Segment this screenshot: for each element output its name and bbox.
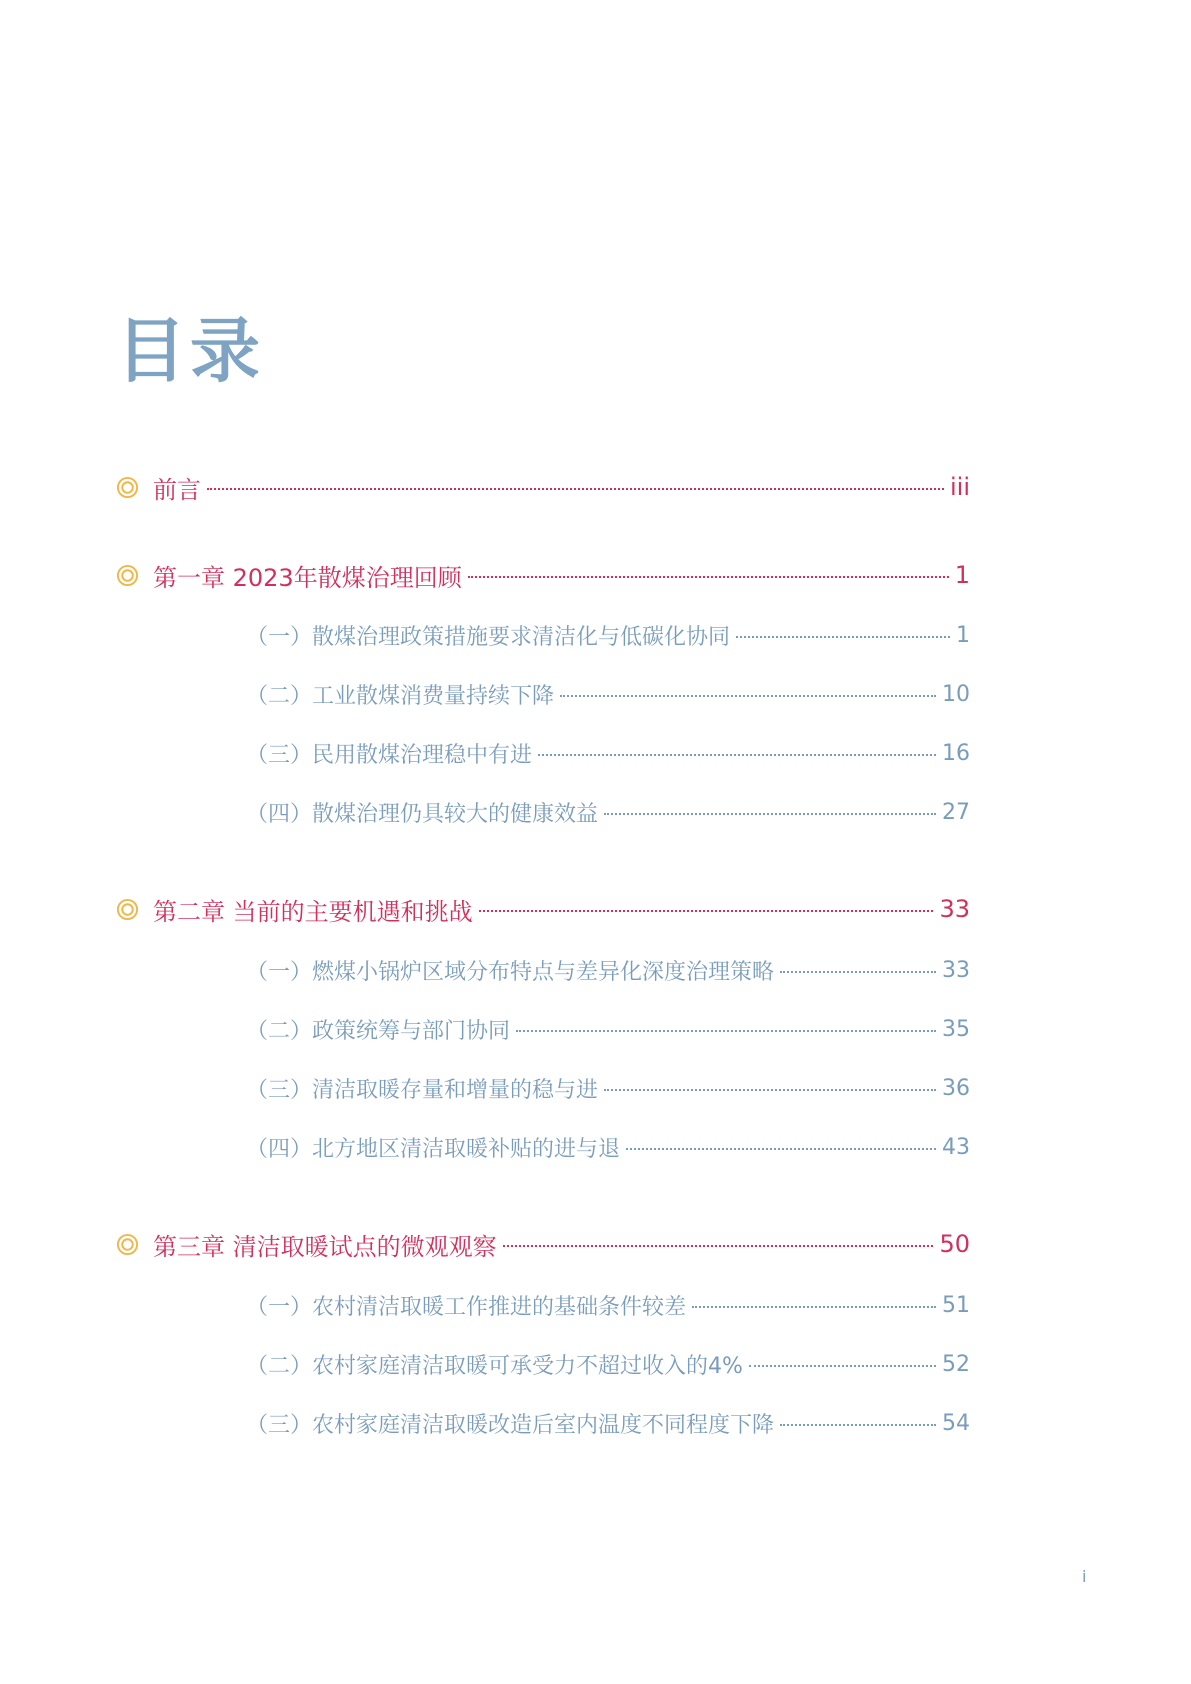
dot-leader bbox=[538, 754, 936, 756]
toc-page-number: iii bbox=[949, 473, 970, 501]
toc-page-number: 1 bbox=[954, 561, 970, 589]
toc-page-number: 27 bbox=[942, 799, 970, 825]
toc-entry-section[interactable] bbox=[246, 797, 970, 827]
dot-leader bbox=[503, 1245, 934, 1247]
toc-page-number: 10 bbox=[942, 681, 970, 707]
dot-leader bbox=[780, 971, 936, 973]
toc-label: （二）工业散煤消费量持续下降 bbox=[246, 683, 555, 709]
dot-leader bbox=[749, 1365, 936, 1367]
dot-leader bbox=[736, 636, 950, 638]
toc-page-number: 35 bbox=[942, 1016, 970, 1042]
toc-entry-section[interactable] bbox=[246, 738, 970, 768]
toc-label: 第一章 2023年散煤治理回顾 bbox=[153, 563, 462, 592]
toc-entry-section[interactable] bbox=[246, 679, 970, 709]
toc-page-number: 36 bbox=[942, 1075, 970, 1101]
dot-leader bbox=[207, 488, 944, 490]
toc-label: （一）燃煤小锅炉区域分布特点与差异化深度治理策略 bbox=[246, 959, 775, 985]
toc-label: （三）清洁取暖存量和增量的稳与进 bbox=[246, 1077, 599, 1103]
toc-label: （二）农村家庭清洁取暖可承受力不超过收入的4% bbox=[246, 1353, 743, 1379]
toc-entry-chapter-2[interactable] bbox=[116, 892, 970, 926]
dot-leader bbox=[560, 695, 936, 697]
dot-leader bbox=[604, 813, 936, 815]
dot-leader bbox=[604, 1089, 936, 1091]
page-number: i bbox=[1082, 1567, 1087, 1586]
toc-page-number: 52 bbox=[942, 1351, 970, 1377]
toc-entry-section[interactable] bbox=[246, 1073, 970, 1103]
toc-label: 第二章 当前的主要机遇和挑战 bbox=[153, 897, 473, 926]
toc-entry-preface[interactable] bbox=[116, 470, 970, 504]
toc-label: 第三章 清洁取暖试点的微观观察 bbox=[153, 1232, 497, 1261]
toc-entry-section[interactable] bbox=[246, 1132, 970, 1162]
toc-entry-section[interactable] bbox=[246, 1290, 970, 1320]
toc-page-number: 33 bbox=[939, 895, 970, 923]
toc-label: （三）农村家庭清洁取暖改造后室内温度不同程度下降 bbox=[246, 1412, 775, 1438]
toc-entry-section[interactable] bbox=[246, 620, 970, 650]
toc-label: （四）散煤治理仍具较大的健康效益 bbox=[246, 801, 599, 827]
toc-entry-section[interactable] bbox=[246, 1014, 970, 1044]
toc-page-number: 43 bbox=[942, 1134, 970, 1160]
dot-leader bbox=[780, 1424, 936, 1426]
double-circle-icon bbox=[116, 898, 139, 921]
dot-leader bbox=[479, 910, 934, 912]
toc-label: （三）民用散煤治理稳中有进 bbox=[246, 742, 533, 768]
toc-page-number: 50 bbox=[939, 1230, 970, 1258]
toc-entry-section[interactable] bbox=[246, 1349, 970, 1379]
double-circle-icon bbox=[116, 1233, 139, 1256]
double-circle-icon bbox=[116, 564, 139, 587]
page-title: 目录 bbox=[116, 310, 264, 392]
dot-leader bbox=[692, 1306, 936, 1308]
toc-page-number: 33 bbox=[942, 957, 970, 983]
dot-leader bbox=[468, 576, 949, 578]
toc-entry-section[interactable] bbox=[246, 955, 970, 985]
dot-leader bbox=[626, 1148, 936, 1150]
dot-leader bbox=[516, 1030, 936, 1032]
toc-label: 前言 bbox=[153, 475, 201, 504]
double-circle-icon bbox=[116, 476, 139, 499]
toc-label: （一）散煤治理政策措施要求清洁化与低碳化协同 bbox=[246, 624, 731, 650]
toc-entry-chapter-3[interactable] bbox=[116, 1227, 970, 1261]
toc-entry-section[interactable] bbox=[246, 1408, 970, 1438]
toc-entry-chapter-1[interactable] bbox=[116, 558, 970, 592]
toc-label: （一）农村清洁取暖工作推进的基础条件较差 bbox=[246, 1294, 687, 1320]
toc-page-number: 1 bbox=[956, 622, 970, 648]
toc-page-number: 51 bbox=[942, 1292, 970, 1318]
toc-page-number: 54 bbox=[942, 1410, 970, 1436]
toc-page-number: 16 bbox=[942, 740, 970, 766]
toc-label: （二）政策统筹与部门协同 bbox=[246, 1018, 511, 1044]
toc-label: （四）北方地区清洁取暖补贴的进与退 bbox=[246, 1136, 621, 1162]
